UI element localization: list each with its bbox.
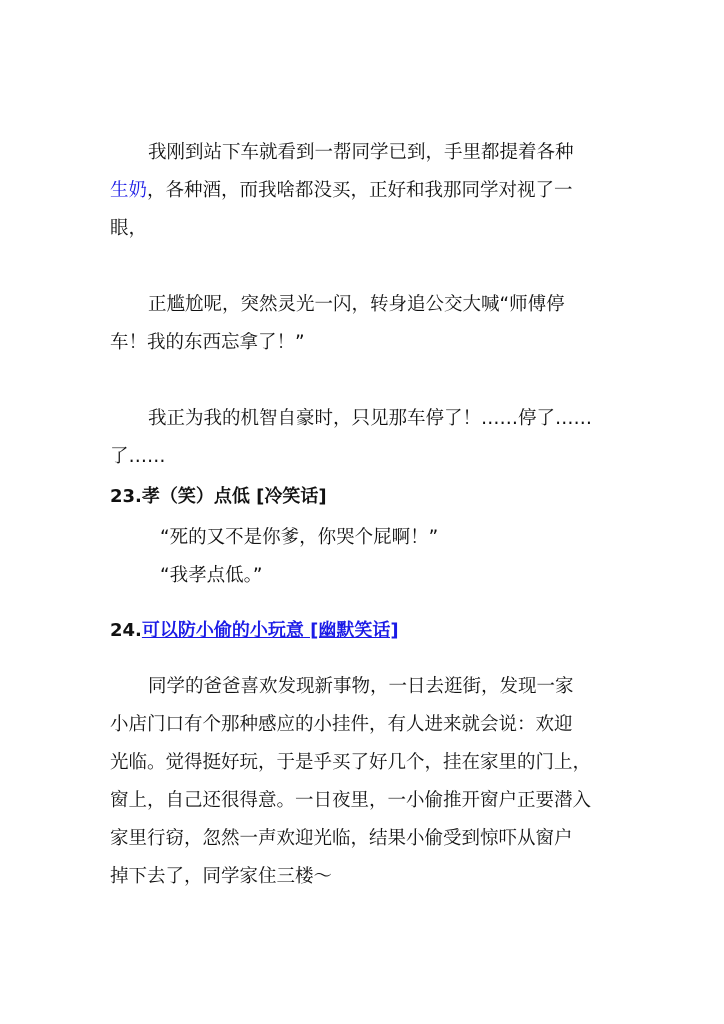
story24-heading	[110, 618, 399, 644]
story24-title-link[interactable]: 可以防小偷的小玩意 [幽默笑话]	[141, 620, 399, 641]
story24-line: 窗上，自己还很得意。一日夜里，一小偷推开窗户正要潜入	[110, 790, 592, 811]
story24-line: 同学的爸爸喜欢发现新事物，一日去逛街，发现一家	[148, 676, 574, 697]
milk-link[interactable]: 生奶	[110, 180, 148, 201]
story24-number: 24.	[110, 620, 142, 641]
story23-quote2: “我孝点低。”	[160, 565, 263, 586]
story24-line: 光临。觉得挺好玩，于是乎买了好几个，挂在家里的门上，	[110, 752, 592, 773]
story22-para1-line1: 我刚到站下车就看到一帮同学已到，手里都提着各种	[148, 142, 574, 163]
story24-line: 小店门口有个那种感应的小挂件，有人进来就会说：欢迎	[110, 714, 573, 735]
story22-para2-line2: 车！我的东西忘拿了！”	[110, 332, 305, 353]
story24-line: 家里行窃，忽然一声欢迎光临，结果小偷受到惊吓从窗户	[110, 828, 573, 849]
story22-para1-line2-rest: ，各种酒，而我啥都没买，正好和我那同学对视了一	[147, 180, 573, 201]
story22-para1-line2	[110, 177, 573, 205]
story22-para2-line1: 正尴尬呢，突然灵光一闪，转身追公交大喊“师傅停	[148, 294, 565, 315]
story23-quote1: “死的又不是你爹，你哭个屁啊！”	[160, 527, 439, 548]
story23-heading: 23.孝（笑）点低 [冷笑话]	[110, 486, 327, 507]
story22-para3-line2: 了……	[110, 446, 166, 467]
story24-line: 掉下去了，同学家住三楼～	[110, 866, 333, 887]
story22-para1-line3: 眼，	[110, 218, 148, 239]
story22-para3-line1: 我正为我的机智自豪时，只见那车停了！……停了……	[148, 408, 593, 429]
